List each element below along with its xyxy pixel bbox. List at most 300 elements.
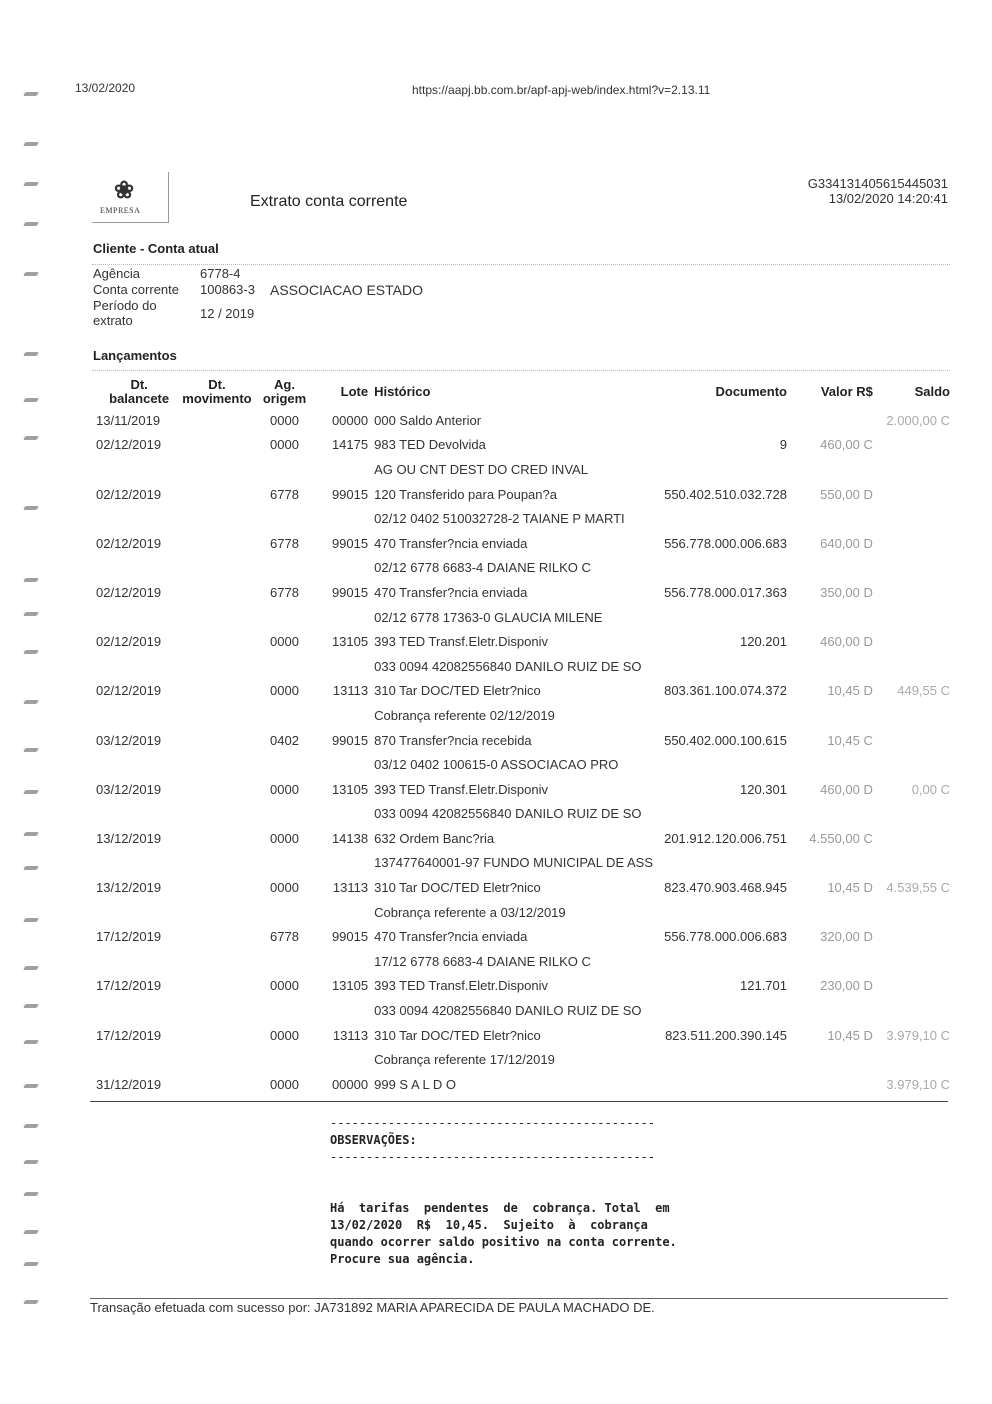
col-movimento-label: movimento	[182, 391, 252, 406]
cell-bal	[92, 654, 182, 679]
cell-lote	[317, 752, 374, 777]
col-historico: Histórico	[374, 384, 431, 399]
cell-sal: 0,00 C	[911, 781, 950, 797]
cell-ag	[252, 605, 318, 630]
cell-mov	[182, 556, 251, 581]
cell-ag: 0000	[270, 634, 299, 650]
obs-rule-bottom: ---------------------------------------------	[330, 1150, 656, 1164]
cell-lote: 99015	[331, 732, 369, 748]
cell-sal: 3.979,10 C	[886, 1027, 950, 1043]
cell-mov	[182, 457, 251, 482]
col-lote: Lote	[340, 384, 369, 399]
cell-lote: 99015	[331, 584, 369, 600]
cell-doc: 550.402.510.032.728	[664, 486, 787, 502]
cell-sal: 2.000,00 C	[886, 412, 950, 428]
logo-label: EMPRESA	[100, 206, 141, 215]
cell-doc	[653, 949, 787, 974]
cell-sal	[873, 605, 950, 630]
cell-bal	[92, 703, 182, 728]
cell-sal	[873, 851, 950, 876]
cell-sal	[873, 654, 950, 679]
periodo-label-line-2: extrato	[93, 313, 133, 328]
cell-val: 550,00 D	[820, 486, 873, 502]
cell-mov	[182, 1023, 251, 1048]
cell-doc	[653, 506, 787, 531]
cell-mov	[182, 1072, 251, 1097]
cell-hist: 033 0094 42082556840 DANILO RUIZ DE SO	[374, 1003, 642, 1019]
cell-mov	[182, 506, 251, 531]
cell-ag: 0000	[270, 1027, 299, 1043]
cell-mov	[182, 752, 251, 777]
cell-sal	[873, 433, 950, 458]
print-date: 13/02/2020	[75, 81, 136, 95]
table-row	[92, 1072, 950, 1097]
cell-ag: 0000	[270, 830, 299, 846]
cell-doc: 121.701	[740, 978, 787, 994]
cell-val	[787, 703, 873, 728]
cell-mov	[182, 408, 251, 433]
col-dt-label: Dt.	[208, 377, 226, 392]
table-row	[92, 949, 950, 974]
cell-sal	[873, 457, 950, 482]
cell-bal: 17/12/2019	[96, 929, 162, 945]
cell-hist: 983 TED Devolvida	[374, 437, 486, 453]
cell-val: 10,45 C	[827, 732, 873, 748]
cell-sal	[873, 949, 950, 974]
col-dt-balancete	[92, 376, 182, 408]
cell-hist: 870 Transfer?ncia recebida	[374, 732, 532, 748]
cell-bal	[92, 998, 182, 1023]
cell-sal	[873, 482, 950, 507]
table-row	[92, 703, 950, 728]
cell-doc	[653, 654, 787, 679]
obs-line: Há tarifas pendentes de cobrança. Total em	[330, 1201, 670, 1215]
cell-mov	[182, 629, 251, 654]
bank-logo-icon: ❀	[114, 177, 135, 204]
cell-mov	[182, 482, 251, 507]
cell-hist: 033 0094 42082556840 DANILO RUIZ DE SO	[374, 658, 642, 674]
cell-hist: 02/12 0402 510032728-2 TAIANE P MARTI	[374, 511, 625, 527]
transactions-table	[92, 376, 950, 1097]
cell-mov	[182, 531, 251, 556]
table-row	[92, 1023, 950, 1048]
table-row	[92, 556, 950, 581]
cell-ag: 0402	[270, 732, 299, 748]
cell-bal	[92, 605, 182, 630]
col-valor: Valor R$	[820, 384, 873, 399]
cell-val: 460,00 D	[820, 634, 873, 650]
obs-title: OBSERVAÇÕES:	[330, 1133, 417, 1147]
cell-lote: 00000	[331, 1076, 369, 1092]
page-title: Extrato conta corrente	[250, 193, 408, 210]
conta-label: Conta corrente	[93, 282, 179, 297]
cell-ag: 0000	[270, 880, 299, 896]
cell-hist: 393 TED Transf.Eletr.Disponiv	[374, 978, 549, 994]
cell-hist: 02/12 6778 6683-4 DAIANE RILKO C	[374, 560, 591, 576]
cell-bal	[92, 556, 182, 581]
cell-doc: 9	[779, 437, 787, 453]
cell-sal	[873, 802, 950, 827]
cell-sal	[873, 924, 950, 949]
table-row	[92, 802, 950, 827]
cell-sal	[873, 629, 950, 654]
cell-doc	[653, 998, 787, 1023]
cell-doc	[653, 703, 787, 728]
cell-lote: 13105	[331, 634, 369, 650]
cell-lote	[317, 998, 374, 1023]
cell-sal	[873, 703, 950, 728]
cell-mov	[182, 679, 251, 704]
table-row	[92, 433, 950, 458]
cell-ag: 6778	[270, 486, 299, 502]
cell-lote: 99015	[331, 486, 369, 502]
cell-val: 640,00 D	[820, 535, 873, 551]
cell-doc	[653, 556, 787, 581]
table-row	[92, 408, 950, 433]
cell-sal	[873, 556, 950, 581]
table-row	[92, 482, 950, 507]
cell-mov	[182, 1047, 251, 1072]
cell-doc	[653, 851, 787, 876]
cell-ag	[252, 506, 318, 531]
cell-sal: 449,55 C	[897, 683, 950, 699]
cell-val: 350,00 D	[820, 584, 873, 600]
cell-val	[787, 802, 873, 827]
cell-lote: 13113	[332, 880, 369, 896]
table-row	[92, 457, 950, 482]
cell-val: 10,45 D	[827, 1027, 873, 1043]
cell-sal	[873, 752, 950, 777]
cell-lote: 14138	[331, 830, 369, 846]
cell-bal: 02/12/2019	[96, 584, 162, 600]
cell-val: 230,00 D	[820, 978, 873, 994]
cell-bal: 02/12/2019	[96, 535, 162, 551]
table-row	[92, 580, 950, 605]
cell-bal	[92, 851, 182, 876]
cell-mov	[182, 777, 251, 802]
table-header	[92, 376, 950, 408]
document-meta	[808, 176, 948, 206]
cell-doc	[653, 605, 787, 630]
table-row	[92, 506, 950, 531]
cell-lote: 13105	[331, 978, 369, 994]
agencia-value: 6778-4	[200, 266, 241, 281]
col-saldo: Saldo	[914, 384, 950, 399]
footer-rule	[90, 1298, 948, 1299]
cell-val	[787, 506, 873, 531]
cell-lote: 14175	[331, 437, 369, 453]
cell-sal	[873, 900, 950, 925]
cell-ag: 6778	[270, 535, 299, 551]
periodo-label	[93, 298, 157, 328]
cell-ag	[252, 556, 318, 581]
lancamentos-section-title: Lançamentos	[93, 348, 177, 363]
cell-mov	[182, 802, 251, 827]
cell-bal: 02/12/2019	[96, 486, 162, 502]
cell-hist: 137477640001-97 FUNDO MUNICIPAL DE ASS	[374, 855, 654, 871]
transaction-footer: Transação efetuada com sucesso por: JA731892 MARIA APARECIDA DE PAULA MACHADO DE.	[90, 1300, 655, 1315]
cell-sal	[873, 531, 950, 556]
cell-doc	[653, 1072, 787, 1097]
cell-bal: 03/12/2019	[96, 732, 162, 748]
cell-hist: 470 Transfer?ncia enviada	[374, 929, 528, 945]
cell-mov	[182, 924, 251, 949]
cell-hist: 632 Ordem Banc?ria	[374, 830, 495, 846]
col-balancete-label: balancete	[109, 391, 170, 406]
cell-ag: 0000	[270, 412, 299, 428]
cell-sal	[873, 580, 950, 605]
col-documento: Documento	[715, 384, 787, 399]
observacoes-block	[330, 1115, 677, 1268]
cell-bal	[92, 1047, 182, 1072]
document-code: G334131405615445031	[807, 176, 948, 191]
cell-val	[787, 556, 873, 581]
cell-doc	[653, 900, 787, 925]
cell-mov	[182, 974, 251, 999]
cell-doc: 550.402.000.100.615	[664, 732, 787, 748]
table-row	[92, 924, 950, 949]
table-row	[92, 752, 950, 777]
cell-hist: 310 Tar DOC/TED Eletr?nico	[374, 880, 541, 896]
cell-hist: Cobrança referente 02/12/2019	[374, 707, 555, 723]
cell-bal: 13/12/2019	[96, 830, 162, 846]
cell-doc: 201.912.120.006.751	[664, 830, 787, 846]
obs-line: Procure sua agência.	[330, 1252, 475, 1266]
cell-mov	[182, 949, 251, 974]
table-bottom-rule	[90, 1101, 948, 1102]
cell-hist: 999 S A L D O	[374, 1076, 457, 1092]
cell-val	[787, 851, 873, 876]
cell-bal	[92, 506, 182, 531]
cell-lote: 13113	[332, 1027, 369, 1043]
cell-val	[787, 408, 873, 433]
cell-hist: 120 Transferido para Poupan?a	[374, 486, 557, 502]
table-row	[92, 629, 950, 654]
cell-bal: 17/12/2019	[96, 978, 162, 994]
cell-bal	[92, 752, 182, 777]
cell-ag	[252, 703, 318, 728]
cell-sal: 4.539,55 C	[886, 880, 950, 896]
cell-val	[787, 752, 873, 777]
cell-lote	[317, 703, 374, 728]
conta-value: 100863-3	[200, 282, 255, 297]
cell-hist: 470 Transfer?ncia enviada	[374, 584, 528, 600]
cell-doc: 556.778.000.006.683	[664, 535, 787, 551]
cell-mov	[182, 580, 251, 605]
print-url: https://aapj.bb.com.br/apf-apj-web/index.html?v=2.13.11	[412, 83, 711, 97]
cell-mov	[182, 851, 251, 876]
cell-sal	[873, 974, 950, 999]
cell-mov	[182, 875, 251, 900]
cell-sal	[873, 998, 950, 1023]
cell-val: 10,45 D	[827, 683, 873, 699]
cell-doc: 556.778.000.006.683	[664, 929, 787, 945]
cell-hist: 033 0094 42082556840 DANILO RUIZ DE SO	[374, 806, 642, 822]
cell-ag: 0000	[270, 978, 299, 994]
cell-lote	[317, 457, 374, 482]
cell-doc: 803.361.100.074.372	[664, 683, 787, 699]
cell-sal	[873, 728, 950, 753]
table-row	[92, 875, 950, 900]
cell-hist: Cobrança referente a 03/12/2019	[374, 904, 566, 920]
cell-bal: 02/12/2019	[96, 437, 162, 453]
cell-bal: 03/12/2019	[96, 781, 162, 797]
cell-val: 460,00 D	[820, 781, 873, 797]
table-row	[92, 900, 950, 925]
cell-hist: 17/12 6778 6683-4 DAIANE RILKO C	[374, 953, 591, 969]
cell-mov	[182, 900, 251, 925]
table-row	[92, 1047, 950, 1072]
cell-doc: 556.778.000.017.363	[664, 584, 787, 600]
cell-lote	[317, 506, 374, 531]
cell-val: 10,45 D	[827, 880, 873, 896]
cell-bal: 13/11/2019	[96, 412, 161, 428]
cell-lote	[317, 900, 374, 925]
obs-line: quando ocorrer saldo positivo na conta corrente.	[330, 1235, 677, 1249]
cell-ag: 0000	[270, 437, 299, 453]
cell-val	[787, 605, 873, 630]
col-dt-label: Dt.	[130, 377, 148, 392]
cell-val	[787, 1072, 873, 1097]
table-row	[92, 974, 950, 999]
cell-bal: 02/12/2019	[96, 634, 162, 650]
document-datetime: 13/02/2020 14:20:41	[828, 191, 948, 206]
cell-ag	[252, 900, 318, 925]
cell-val	[787, 998, 873, 1023]
table-row	[92, 851, 950, 876]
cell-bal: 02/12/2019	[96, 683, 162, 699]
cell-hist: 393 TED Transf.Eletr.Disponiv	[374, 634, 549, 650]
cell-ag: 6778	[270, 929, 299, 945]
table-row	[92, 654, 950, 679]
client-section-title: Cliente - Conta atual	[93, 241, 219, 256]
cell-ag: 6778	[270, 584, 299, 600]
cell-mov	[182, 605, 251, 630]
cell-lote	[317, 605, 374, 630]
cell-val	[787, 654, 873, 679]
cell-val: 320,00 D	[820, 929, 873, 945]
cell-mov	[182, 433, 251, 458]
agencia-label: Agência	[93, 266, 140, 281]
cell-lote: 99015	[331, 535, 369, 551]
cell-doc: 120.201	[740, 634, 787, 650]
cell-lote	[317, 654, 374, 679]
table-row	[92, 777, 950, 802]
cell-bal	[92, 457, 182, 482]
table-row	[92, 826, 950, 851]
cell-val	[787, 1047, 873, 1072]
cell-mov	[182, 703, 251, 728]
divider	[92, 264, 950, 265]
cell-doc: 823.511.200.390.145	[665, 1027, 787, 1043]
cell-ag	[252, 949, 318, 974]
divider	[92, 370, 950, 371]
cell-mov	[182, 728, 251, 753]
cell-lote	[317, 1047, 374, 1072]
cell-bal: 13/12/2019	[96, 880, 162, 896]
cell-ag	[252, 752, 318, 777]
cell-bal: 31/12/2019	[96, 1076, 162, 1092]
cell-doc	[653, 408, 787, 433]
cell-doc: 823.470.903.468.945	[664, 880, 787, 896]
bank-logo	[92, 172, 169, 223]
col-ag-origem: Ag. origem	[262, 377, 307, 406]
cell-doc	[653, 752, 787, 777]
cell-hist: 393 TED Transf.Eletr.Disponiv	[374, 781, 549, 797]
periodo-value: 12 / 2019	[200, 306, 255, 321]
cell-ag	[252, 457, 318, 482]
cell-bal	[92, 949, 182, 974]
cell-ag: 0000	[270, 1076, 299, 1092]
cell-ag	[252, 654, 318, 679]
cell-doc	[653, 1047, 787, 1072]
cell-sal: 3.979,10 C	[886, 1076, 950, 1092]
cell-lote: 99015	[331, 929, 369, 945]
cell-val	[787, 900, 873, 925]
table-row	[92, 679, 950, 704]
conta-name: ASSOCIACAO ESTADO	[270, 282, 423, 298]
obs-rule-top: ---------------------------------------------	[330, 1116, 656, 1130]
cell-lote: 13113	[332, 683, 369, 699]
cell-sal	[873, 826, 950, 851]
transactions-body	[92, 408, 950, 1097]
cell-hist: AG OU CNT DEST DO CRED INVAL	[374, 461, 588, 477]
table-row	[92, 728, 950, 753]
cell-val	[787, 949, 873, 974]
cell-bal: 17/12/2019	[96, 1027, 162, 1043]
cell-doc	[653, 802, 787, 827]
cell-hist: 470 Transfer?ncia enviada	[374, 535, 528, 551]
cell-lote: 00000	[331, 412, 369, 428]
cell-sal	[873, 506, 950, 531]
cell-lote	[317, 802, 374, 827]
cell-val: 4.550,00 C	[809, 830, 873, 846]
table-row	[92, 998, 950, 1023]
cell-bal	[92, 802, 182, 827]
cell-doc	[653, 457, 787, 482]
cell-val: 460,00 C	[820, 437, 873, 453]
cell-hist: Cobrança referente 17/12/2019	[374, 1052, 555, 1068]
cell-ag: 0000	[270, 781, 299, 797]
col-dt-movimento	[182, 376, 251, 408]
periodo-label-line-1: Período do	[93, 298, 157, 313]
cell-lote	[317, 556, 374, 581]
cell-val	[787, 457, 873, 482]
cell-hist: 310 Tar DOC/TED Eletr?nico	[374, 683, 541, 699]
cell-lote	[317, 949, 374, 974]
cell-mov	[182, 998, 251, 1023]
cell-bal	[92, 900, 182, 925]
cell-hist: 000 Saldo Anterior	[374, 412, 482, 428]
table-row	[92, 605, 950, 630]
cell-sal	[873, 1047, 950, 1072]
cell-doc: 120.301	[740, 781, 787, 797]
cell-lote	[317, 851, 374, 876]
table-row	[92, 531, 950, 556]
cell-ag	[252, 998, 318, 1023]
cell-mov	[182, 826, 251, 851]
cell-hist: 02/12 6778 17363-0 GLAUCIA MILENE	[374, 609, 603, 625]
cell-hist: 310 Tar DOC/TED Eletr?nico	[374, 1027, 541, 1043]
cell-hist: 03/12 0402 100615-0 ASSOCIACAO PRO	[374, 757, 619, 773]
cell-ag: 0000	[270, 683, 299, 699]
cell-ag	[252, 1047, 318, 1072]
cell-lote: 13105	[331, 781, 369, 797]
cell-ag	[252, 802, 318, 827]
obs-line: 13/02/2020 R$ 10,45. Sujeito à cobrança	[330, 1218, 648, 1232]
cell-ag	[252, 851, 318, 876]
cell-mov	[182, 654, 251, 679]
